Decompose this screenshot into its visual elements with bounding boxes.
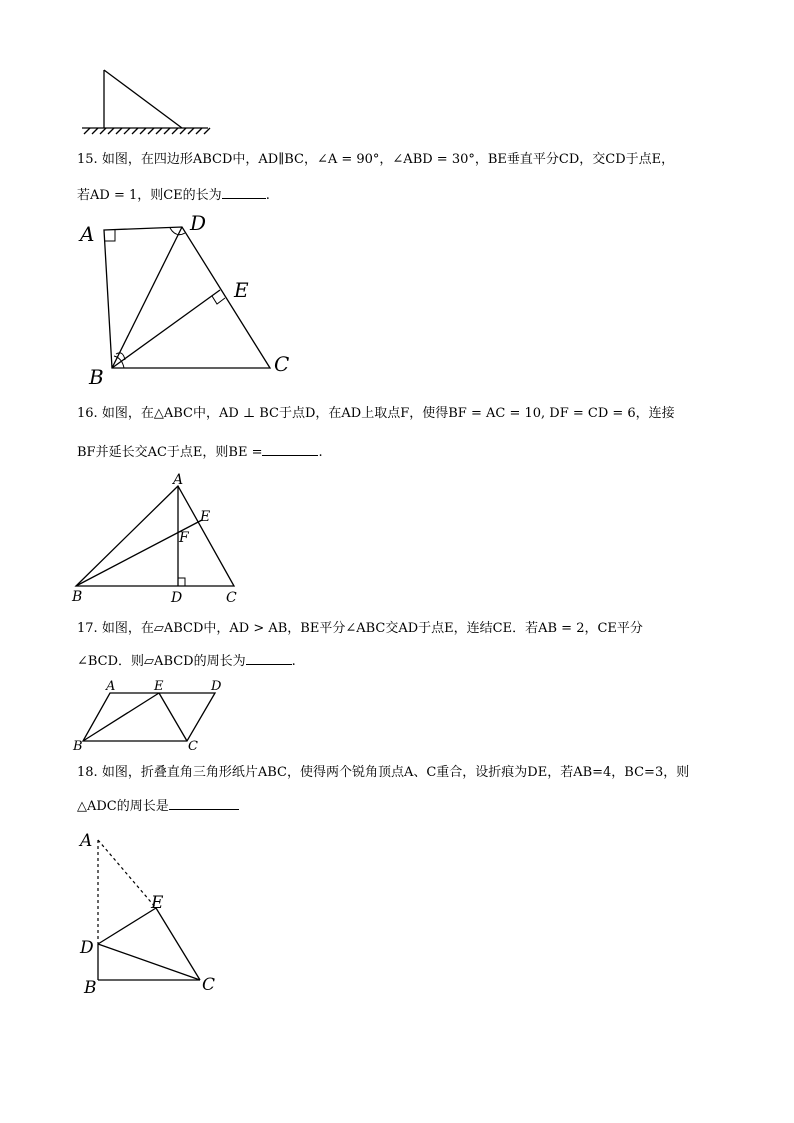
q18-figure <box>74 826 234 1006</box>
q16-text-2: BF并延长交AC于点E，则BE = <box>77 445 263 460</box>
q17-answer-blank[interactable] <box>246 652 292 665</box>
q18-label-A: A <box>80 831 93 851</box>
q16-label-A: A <box>173 472 184 488</box>
q16-label-E: E <box>200 509 211 525</box>
q15-text-2: 若AD = 1，则CE的长为 <box>77 188 222 203</box>
q18-label-B: B <box>84 978 97 998</box>
q17-label-E: E <box>154 679 164 694</box>
q18-text-2: △ADC的周长是 <box>77 799 169 814</box>
q16-number: 16. <box>77 406 98 421</box>
q16-label-C: C <box>226 590 237 606</box>
q15-number: 15. <box>77 152 98 167</box>
q15-label-A: A <box>80 222 95 246</box>
q18-line1 <box>77 765 689 781</box>
q16-label-D: D <box>171 590 183 606</box>
q18-text-1: 如图，折叠直角三角形纸片ABC，使得两个锐角顶点A、C重合，设折痕为DE，若AB=4，BC=3，则 <box>101 765 690 780</box>
q16-period: . <box>318 445 323 460</box>
q17-figure <box>70 676 230 756</box>
q18-number: 18. <box>77 765 98 780</box>
q15-period: . <box>265 188 270 203</box>
q15-answer-blank[interactable] <box>222 186 266 199</box>
q15-line2 <box>77 186 270 204</box>
ground-hatching <box>84 128 210 134</box>
q18-label-E: E <box>151 893 164 913</box>
q17-label-B: B <box>73 739 83 754</box>
q16-label-F: F <box>179 530 189 546</box>
q15-figure <box>74 210 304 390</box>
q17-text-1: 如图，在▱ABCD中，AD > AB，BE平分∠ABC交AD于点E，连结CE．若AB = 2，CE平分 <box>101 621 643 636</box>
q16-label-B: B <box>72 589 83 605</box>
q15-line1 <box>77 152 674 168</box>
q17-label-C: C <box>188 739 198 754</box>
q17-line2 <box>77 652 296 670</box>
q16-figure <box>66 470 256 605</box>
q17-text-2: ∠BCD．则▱ABCD的周长为 <box>77 654 246 669</box>
q17-label-D: D <box>211 679 222 694</box>
q16-line1 <box>77 406 675 422</box>
q15-text-1: 如图，在四边形ABCD中，AD∥BC，∠A = 90°，∠ABD = 30°，BE垂直平分CD，交CD于点E， <box>101 152 675 167</box>
q16-text-1: 如图，在△ABC中，AD ⊥ BC于点D，在AD上取点F，使得BF = AC = 10, DF = CD = 6，连接 <box>101 406 675 421</box>
q15-label-D: D <box>190 211 207 235</box>
q18-label-C: C <box>202 975 216 995</box>
q17-label-A: A <box>106 679 116 694</box>
q17-number: 17. <box>77 621 98 636</box>
q17-line1 <box>77 621 643 637</box>
q18-label-D: D <box>80 938 94 958</box>
q15-label-C: C <box>274 352 290 376</box>
q15-label-E: E <box>234 278 249 302</box>
q18-line2 <box>77 797 239 815</box>
top-figure-slope <box>78 66 213 138</box>
q16-answer-blank[interactable] <box>262 443 318 456</box>
q16-line2 <box>77 443 323 461</box>
q18-answer-blank[interactable] <box>169 797 239 810</box>
q17-period: . <box>291 654 296 669</box>
q15-label-B: B <box>89 365 104 389</box>
